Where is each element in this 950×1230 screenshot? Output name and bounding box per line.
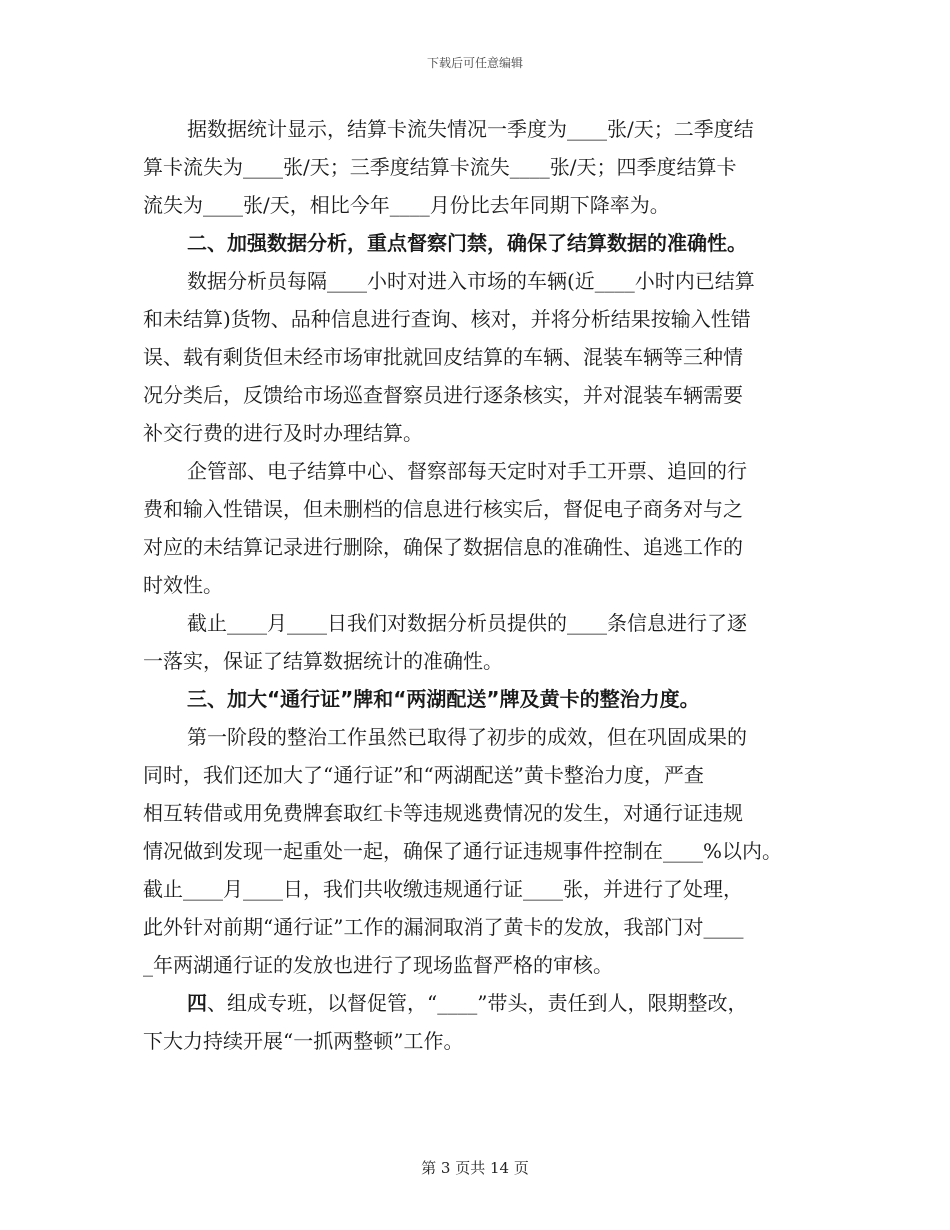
page-header: 下载后可任意编辑 — [426, 56, 523, 70]
text-line: _年两湖通行证的发放也进行了现场监督严格的审核。 — [143, 953, 613, 977]
section-heading: 二、加强数据分析，重点督察门禁，确保了结算数据的准确性。 — [187, 231, 747, 255]
text-line: 情况做到发现一起重处一起，确保了通行证违规事件控制在____%以内。 — [143, 839, 783, 863]
section-heading: 三、加大“通行证”牌和“两湖配送”牌及黄卡的整治力度。 — [187, 687, 700, 711]
text-line: 据数据统计显示，结算卡流失情况一季度为____张/天；二季度结 — [187, 117, 754, 141]
text-line: 数据分析员每隔____小时对进入市场的车辆(近____小时内已结算 — [187, 269, 755, 293]
text-line: 第一阶段的整治工作虽然已取得了初步的成效，但在巩固成果的 — [187, 725, 747, 749]
text-line: 补交行费的进行及时办理结算。 — [143, 421, 423, 445]
text-line: 四、组成专班，以督促管，“____”带头，责任到人，限期整改， — [187, 991, 748, 1015]
text-line: 对应的未结算记录进行删除，确保了数据信息的准确性、追逃工作的 — [143, 535, 743, 559]
text-line: 况分类后，反馈给市场巡查督察员进行逐条核实，并对混装车辆需要 — [143, 383, 743, 407]
text-line: 同时，我们还加大了“通行证”和“两湖配送”黄卡整治力度，严查 — [143, 763, 704, 787]
text-line: 算卡流失为____张/天；三季度结算卡流失____张/天；四季度结算卡 — [143, 155, 737, 179]
text-line: 截止____月____日我们对数据分析员提供的____条信息进行了逐 — [187, 611, 747, 635]
text-line: 一落实，保证了结算数据统计的准确性。 — [143, 649, 503, 673]
text-line: 相互转借或用免费牌套取红卡等违规逃费情况的发生，对通行证违规 — [143, 801, 743, 825]
text-line: 此外针对前期“通行证”工作的漏洞取消了黄卡的发放，我部门对____ — [143, 915, 744, 939]
page-footer: 第 3 页共 14 页 — [421, 1159, 529, 1177]
document-body — [143, 110, 808, 1060]
text-line: 流失为____张/天，相比今年____月份比去年同期下降率为。 — [143, 193, 670, 217]
text-line: 费和输入性错误，但未删档的信息进行核实后，督促电子商务对与之 — [143, 497, 743, 521]
text-line: 误、载有剩货但未经市场审批就回皮结算的车辆、混装车辆等三种情 — [143, 345, 743, 369]
text-line: 和未结算)货物、品种信息进行查询、核对，并将分析结果按输入性错 — [143, 307, 751, 331]
text-line: 下大力持续开展“一抓两整顿”工作。 — [143, 1029, 464, 1053]
text-line: 企管部、电子结算中心、督察部每天定时对手工开票、追回的行 — [187, 459, 747, 483]
text-line: 时效性。 — [143, 573, 223, 597]
text-line: 截止____月____日，我们共收缴违规通行证____张，并进行了处理， — [143, 877, 743, 901]
